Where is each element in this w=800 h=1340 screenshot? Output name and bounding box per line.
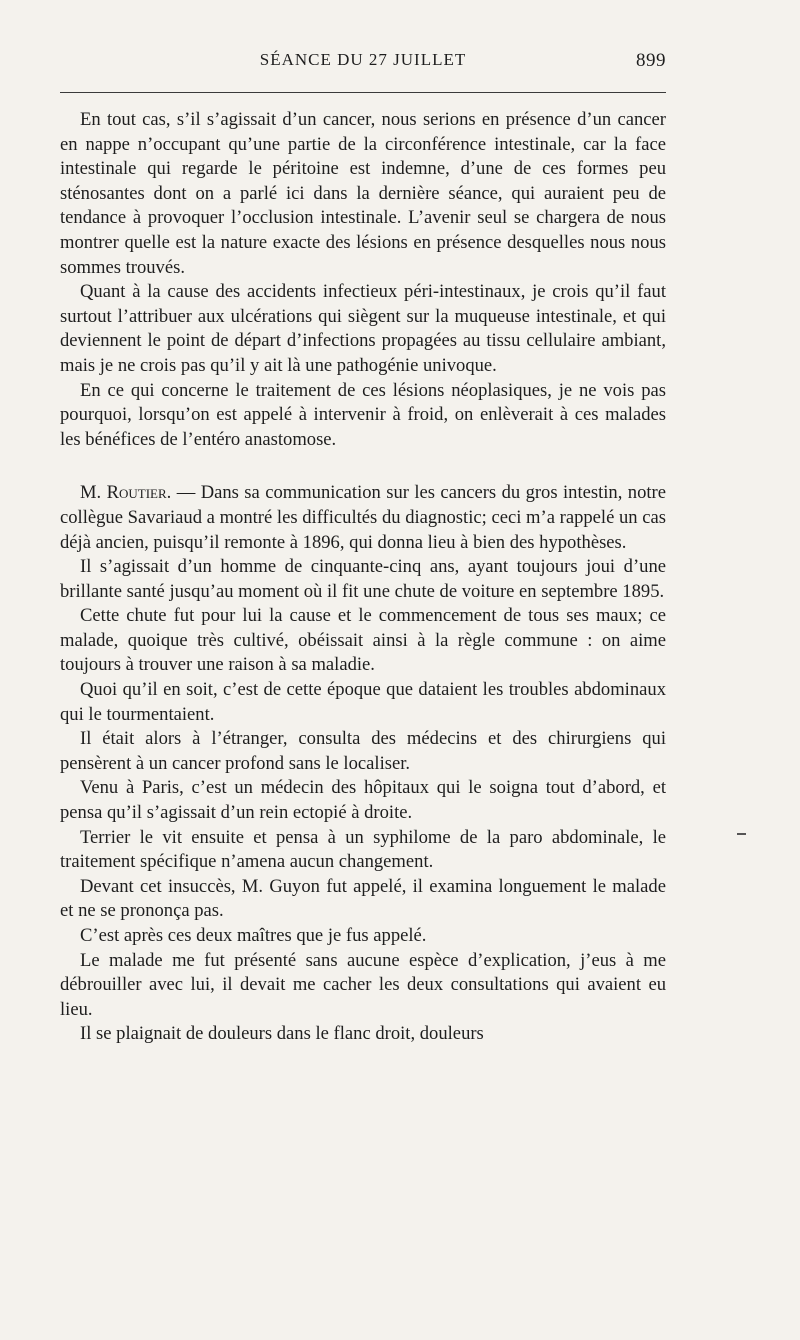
paragraph: Le malade me fut présenté sans aucune espèce d’explication, j’eus à me débrouiller avec lui, il devait me cacher les deux consultations qui avaient eu lieu. [60,949,666,1020]
paragraph: Il se plaignait de douleurs dans le flanc droit, douleurs [80,1023,484,1045]
page-number: 899 [636,50,666,71]
paragraph: En ce qui concerne le traitement de ces lésions néoplasiques, je ne vois pas pourquoi, lorsqu’on est appelé à intervenir à froid, on enlèverait à ces malades les bénéfices de l’entéro anastomose. [60,379,666,450]
routier-intro-paragraph [60,481,666,555]
paragraph: Cette chute fut pour lui la cause et le commencement de tous ses maux; ce malade, quoique très cultivé, obéissait ainsi à la règle commune : on aime toujours à trouver une raison à sa maladie. [60,605,666,676]
paragraph: Terrier le vit ensuite et pensa à un syphilome de la paro abdominale, le traitement spécifique n’amena aucun changement. [60,826,666,873]
speaker-name: M. Routier. [80,482,172,504]
paragraph: C’est après ces deux maîtres que je fus appelé. [80,925,427,946]
paragraph: En tout cas, s’il s’agissait d’un cancer, nous serions en présence d’un cancer en nappe n’occupant qu’une partie de la circonférence intestinale, car la face intestinale qui regarde le péritoine est indemne, d’une de ces formes peu sténosantes dont on a parlé ici dans la dernière séance, qui auraient peu de tendance à provoquer l’occlusion intestinale. L’avenir seul se chargera de nous montrer quelle est la nature exacte des lésions en présence desquelles nous nous sommes trouvés. [60,109,666,278]
paragraph: Quoi qu’il en soit, c’est de cette époque que dataient les troubles abdominaux qui le tourmentaient. [60,679,666,725]
body-text [60,108,666,1047]
page-header [60,50,666,78]
header-rule [60,92,666,93]
paragraph: Il s’agissait d’un homme de cinquante-cinq ans, ayant toujours joui d’une brillante santé jusqu’au moment où il fit une chute de voiture en septembre 1895. [60,556,666,602]
routier-intro-text: — Dans sa communication sur les cancers du gros intestin, notre collègue Savariaud a montré les difficultés du diagnostic; ceci m’a rappelé un cas déjà ancien, puisqu’il remonte à 1896, qui donna lieu à bien des hypothèses. [60,482,666,553]
running-title: SÉANCE DU 27 JUILLET [259,50,467,69]
paragraph: Devant cet insuccès, M. Guyon fut appelé, il examina longuement le malade et ne se prononça pas. [60,875,666,922]
paragraph: Venu à Paris, c’est un médecin des hôpitaux qui le soigna tout d’abord, et pensa qu’il s’agissait d’un rein ectopié à droite. [60,777,666,824]
paragraph: Quant à la cause des accidents infectieux péri-intestinaux, je crois qu’il faut surtout l’attribuer aux ulcérations qui siègent sur la muqueuse intestinale, et qui deviennent le point de départ d’infections propagées au tissu cellulaire ambiant, mais je ne crois pas qu’il y ait là une pathogénie univoque. [60,281,666,376]
paragraph: Il était alors à l’étranger, consulta des médecins et des chirurgiens qui pensèrent à un cancer profond sans le localiser. [60,728,666,774]
margin-mark [737,833,746,835]
